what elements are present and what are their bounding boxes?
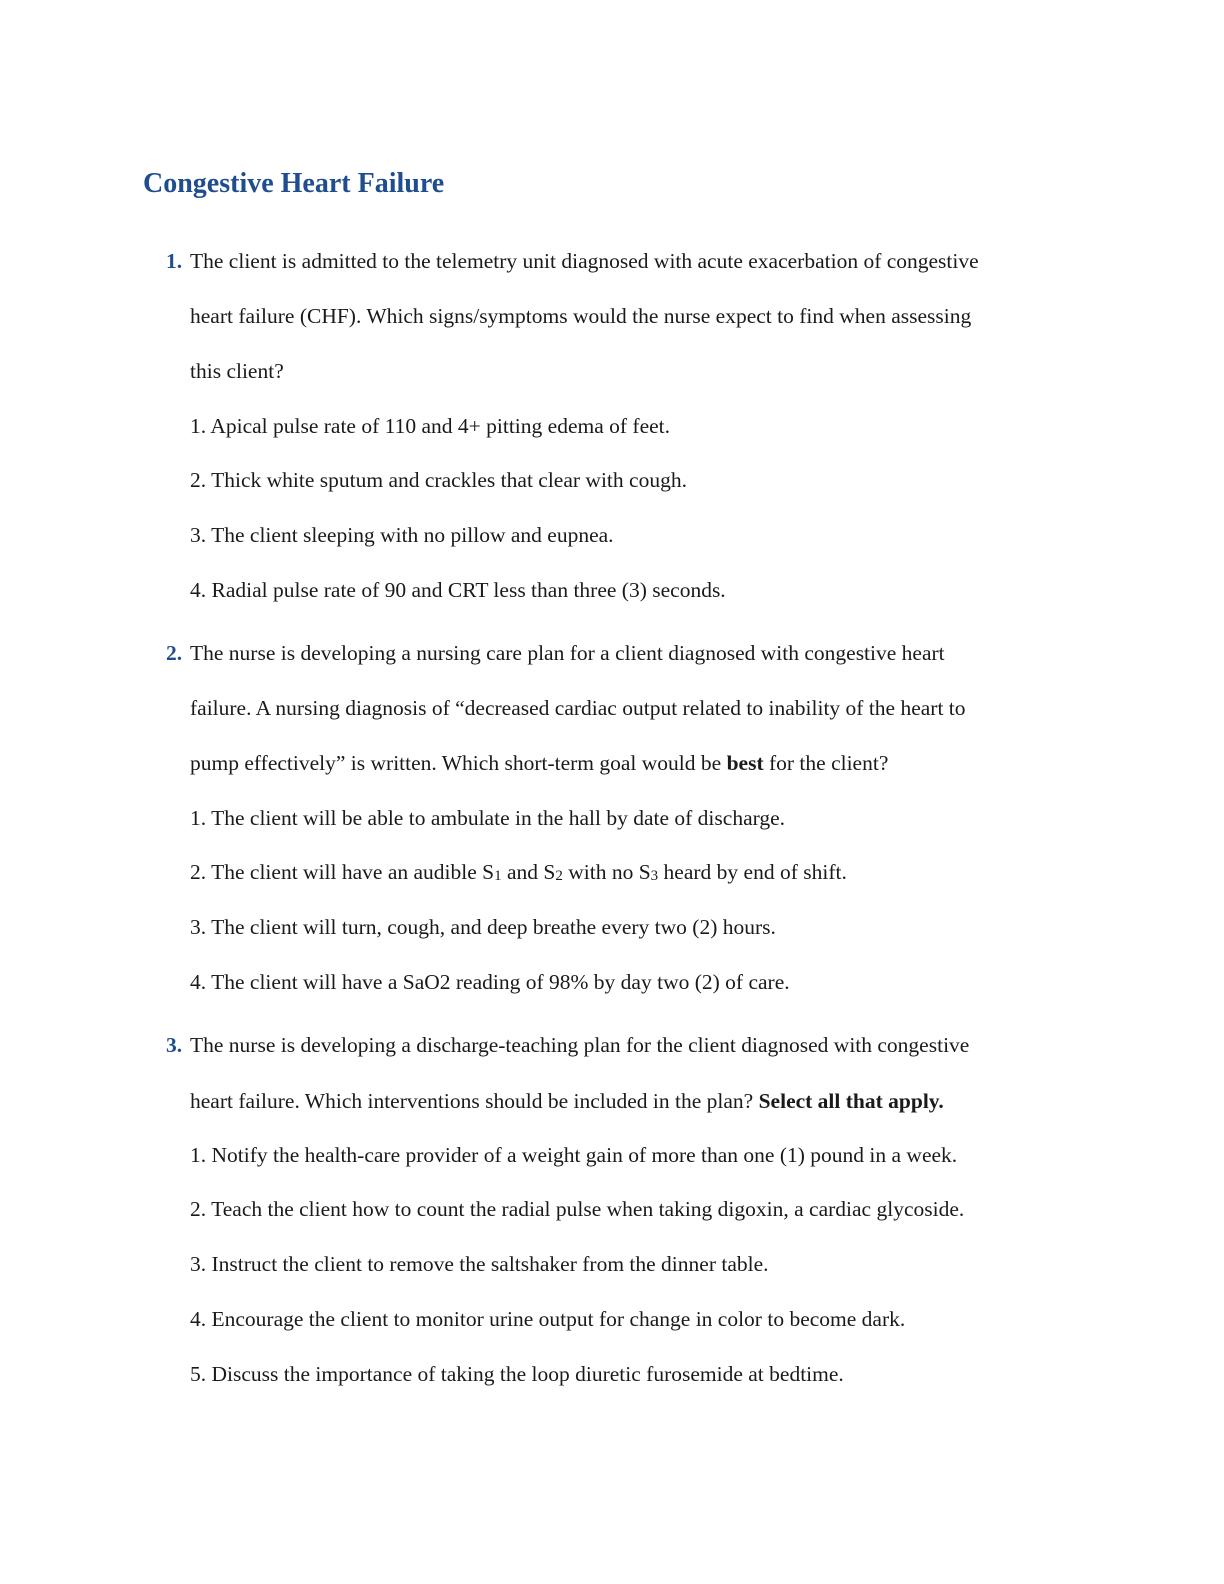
question-stem-line: failure. A nursing diagnosis of “decreased cardiac output related to inability of the heart to (190, 696, 966, 720)
answer-option: 2. The client will have an audible $S_1$ and $S_2$ with no $S_3$ heard by end of shift. (190, 860, 847, 884)
answer-option: 4. Encourage the client to monitor urine output for change in color to become dark. (190, 1307, 906, 1331)
question-stem-line: The nurse is developing a nursing care plan for a client diagnosed with congestive heart (190, 641, 945, 665)
answer-option: 1. Notify the health-care provider of a weight gain of more than one (1) pound in a week. (190, 1143, 958, 1167)
answer-option: 3. The client will turn, cough, and deep breathe every two (2) hours. (190, 915, 776, 939)
question-stem-line: The client is admitted to the telemetry unit diagnosed with acute exacerbation of congestive (190, 249, 979, 273)
question-number: 2. (166, 641, 183, 665)
answer-option: 4. The client will have a SaO2 reading of 98% by day two (2) of care. (190, 970, 790, 994)
question-stem-line: The nurse is developing a discharge-teaching plan for the client diagnosed with congestive (190, 1033, 970, 1057)
question-stem-line: heart failure (CHF). Which signs/symptoms would the nurse expect to find when assessing (190, 304, 972, 328)
question-number: 3. (166, 1033, 183, 1057)
emphasis-text: best (726, 751, 764, 775)
answer-option: 3. The client sleeping with no pillow and eupnea. (190, 523, 614, 547)
answer-option: 3. Instruct the client to remove the saltshaker from the dinner table. (190, 1252, 769, 1276)
answer-option: 1. The client will be able to ambulate in the hall by date of discharge. (190, 806, 786, 830)
answer-option: 5. Discuss the importance of taking the loop diuretic furosemide at bedtime. (190, 1362, 844, 1386)
question-stem-line: pump effectively” is written. Which short-term goal would be best for the client? (190, 751, 889, 775)
question-stem-line: this client? (190, 359, 284, 383)
answer-option: 2. Teach the client how to count the radial pulse when taking digoxin, a cardiac glycoside. (190, 1197, 965, 1221)
page-title: Congestive Heart Failure (143, 168, 445, 199)
question-number: 1. (166, 249, 183, 273)
question-stem-line: heart failure. Which interventions should be included in the plan? Select all that apply. (190, 1089, 944, 1113)
emphasis-text: Select all that apply. (758, 1089, 944, 1113)
answer-option: 1. Apical pulse rate of 110 and 4+ pitting edema of feet. (190, 414, 671, 438)
answer-option: 4. Radial pulse rate of 90 and CRT less than three (3) seconds. (190, 578, 726, 602)
answer-option: 2. Thick white sputum and crackles that clear with cough. (190, 468, 687, 492)
